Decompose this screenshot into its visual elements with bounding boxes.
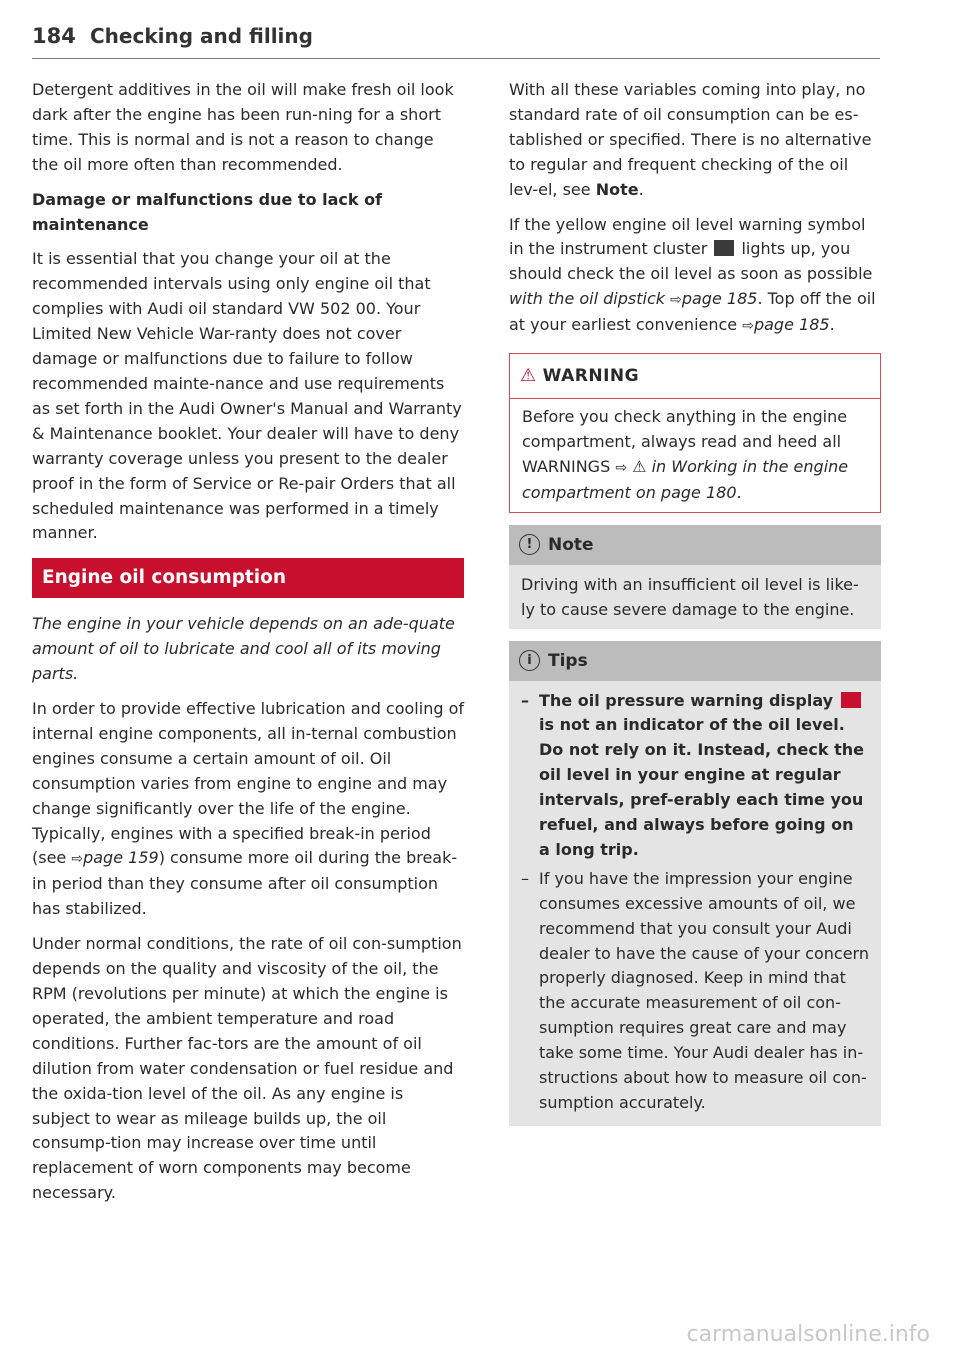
- warning-title: [510, 354, 880, 399]
- page-number: 184: [32, 24, 76, 48]
- section-intro: The engine in your vehicle depends on an ade-quate amount of oil to lubricate and cool all of its moving parts.: [32, 614, 455, 684]
- oil-pressure-warning-icon: [841, 692, 861, 708]
- left-column: [32, 78, 464, 1216]
- tips-label: Tips: [548, 650, 588, 671]
- oil-level-warning-icon: [714, 240, 734, 256]
- paragraph: Under normal conditions, the rate of oil con-sumption depends on the quality and viscosity of the oil, the RPM (revolutions per minute) at which the engine is operated, the ambient temperature and road conditions. Further fac-tors are the amount of oil dilution from water condensation or fuel residue and the oxida-tion level of the oil. As any engine is subject to wear as mileage builds up, the oil consump-tion may increase over time until replacement of worn components may become necessary.: [32, 934, 462, 1203]
- warning-box: [509, 353, 881, 513]
- note-title: [509, 525, 881, 565]
- list-item: – If you have the impression your engine consumes excessive amounts of oil, we recommend that you consult your Audi dealer to have the cause of your concern properly diagnosed. Keep in mind that the accurate measurement of oil con-sumption requires great care and may take some time. Your Audi dealer has in-structions about how to measure oil con-sumption accurately.: [521, 867, 869, 1116]
- text: .: [736, 482, 742, 502]
- section-title: Engine oil consumption: [32, 558, 464, 598]
- text: is not an indicator of the oil level. Do not rely on it. Instead, check the oil level in your engine at regular intervals, pref-erably each time you refuel, and always before going on a long trip.: [539, 715, 864, 859]
- list-item: [521, 689, 869, 863]
- arrow-right-icon: ⇨: [615, 459, 628, 476]
- page-reference-link[interactable]: page 159: [83, 848, 159, 868]
- page-header: [32, 22, 880, 59]
- text: .: [638, 179, 644, 199]
- page-reference-link[interactable]: in Working in the engine compartment on page 180: [522, 456, 849, 502]
- note-body: Driving with an insufficient oil level is like-ly to cause severe damage to the engine.: [521, 574, 859, 619]
- paragraph: Detergent additives in the oil will make fresh oil look dark after the engine has been run-ning for a short time. This is normal and is not a reason to change the oil more often than recommended.: [32, 80, 454, 174]
- warning-body: [510, 399, 880, 512]
- paragraph: [32, 697, 464, 922]
- text: If the yellow engine oil level warning symbol in the instrument cluster: [509, 214, 866, 259]
- warning-triangle-icon: ⚠: [632, 456, 647, 476]
- paragraph: It is essential that you change your oil at the recommended intervals using only engine oil that complies with Audi oil standard VW 502 00. Your Limited New Vehicle War-ranty does not cover damage or malfunctions due to failure to follow recommended mainte-nance and use requirements as set forth in the Audi Owner's Manual and Warranty & Maintenance booklet. Your dealer will have to deny warranty coverage unless you present to the dealer proof in the form of Service or Re-pair Orders that all scheduled maintenance was performed in a timely manner.: [32, 249, 462, 543]
- info-circle-icon: i: [519, 650, 540, 671]
- tips-body: [509, 681, 881, 1126]
- right-column: [509, 78, 881, 1126]
- text: ) consume more oil during the break-in period than they consume after oil consumption has stabilized.: [32, 848, 458, 919]
- note-label: Note: [548, 534, 594, 555]
- watermark: carmanualsonline.info: [686, 1322, 930, 1347]
- warning-triangle-icon: ⚠: [520, 365, 537, 387]
- text-italic: with the oil dipstick: [509, 289, 666, 309]
- text: Before you check anything in the engine compartment, always read and heed all WARNINGS: [522, 407, 848, 476]
- arrow-right-icon: ⇨: [71, 851, 84, 868]
- chapter-title: Checking and filling: [90, 24, 313, 48]
- paragraph: [509, 213, 881, 340]
- text: lights up, you should check the oil level as soon as possible: [509, 239, 873, 284]
- subheading: Damage or malfunctions due to lack of maintenance: [32, 189, 383, 234]
- arrow-right-icon: ⇨: [670, 292, 682, 309]
- warning-label: WARNING: [542, 366, 640, 387]
- note-box: [509, 525, 881, 629]
- page-reference-link[interactable]: page 185: [753, 315, 830, 335]
- exclamation-circle-icon: !: [519, 534, 540, 555]
- paragraph: [509, 78, 881, 203]
- text: In order to provide effective lubrication and cooling of internal engine components, all in-ternal combustion engines consume a certain amount of oil. Oil consumption varies from engine to engine and may change significantly over the life of the engine. Typically, engines with a specified break-in period (see: [32, 699, 464, 868]
- tips-title: [509, 641, 881, 681]
- page-reference-link[interactable]: page 185: [681, 289, 758, 309]
- tips-list: [521, 689, 869, 1116]
- text: The oil pressure warning display: [539, 690, 834, 710]
- note-reference: Note: [595, 179, 639, 199]
- text: With all these variables coming into play, no standard rate of oil consumption can be es-tablished or specified. There is no alternative to regular and frequent checking of the oil lev-el, see: [509, 80, 872, 199]
- arrow-right-icon: ⇨: [742, 318, 754, 335]
- tips-box: [509, 641, 881, 1126]
- text: . Top off the oil at your earliest convenience: [509, 289, 876, 335]
- text: .: [829, 315, 835, 335]
